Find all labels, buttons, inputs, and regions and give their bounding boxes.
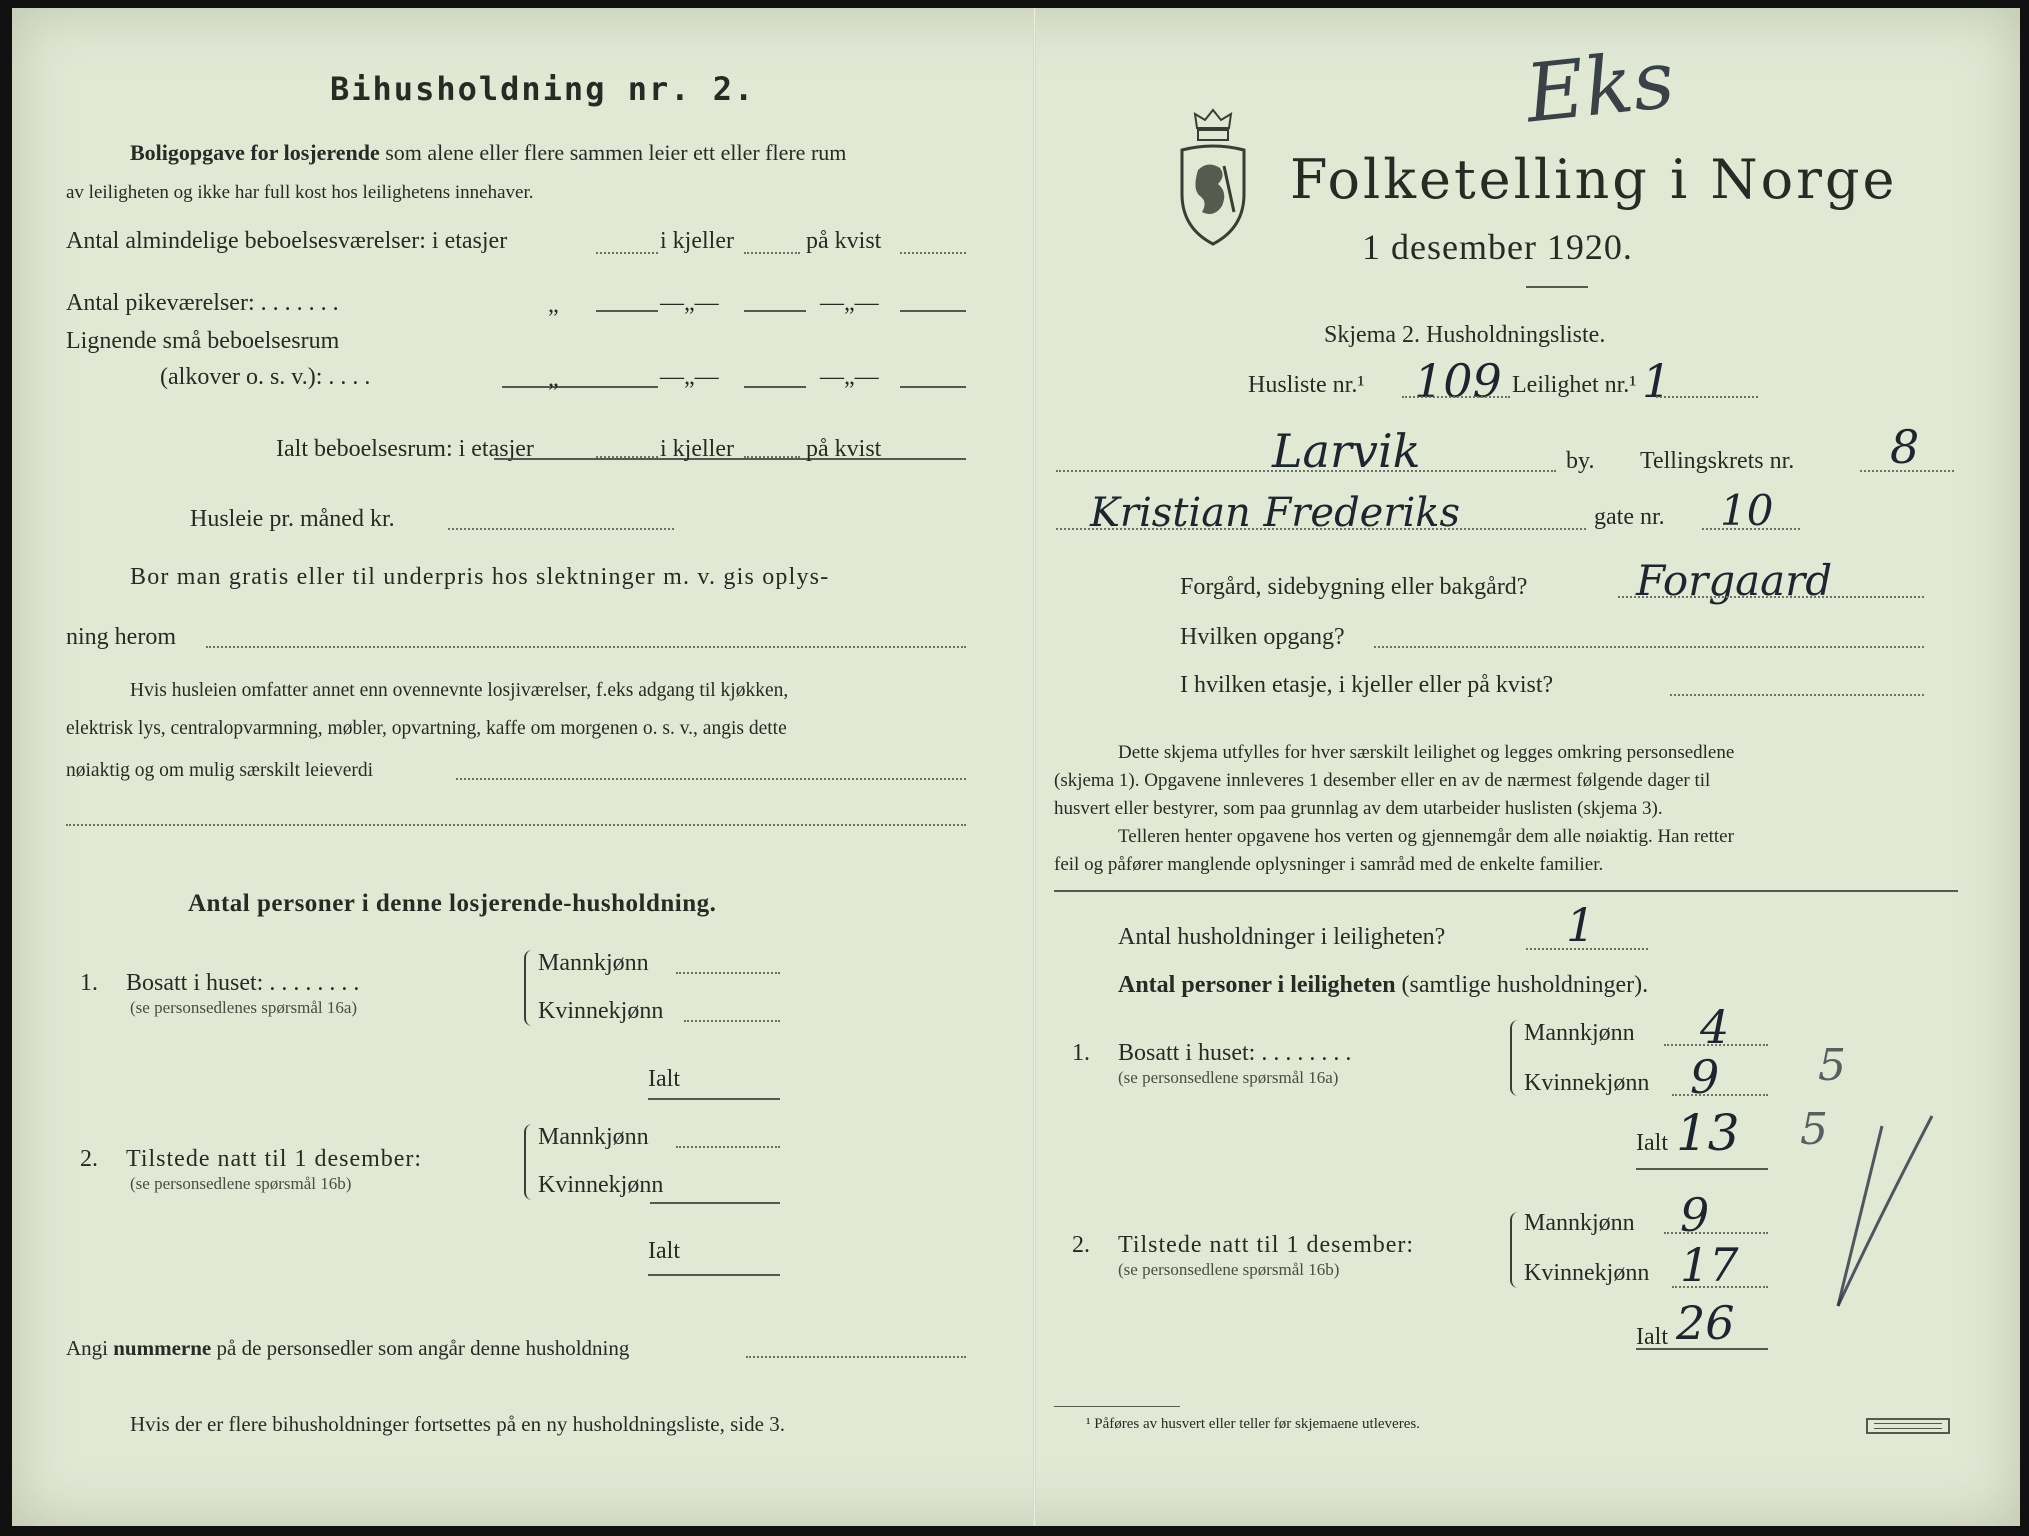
- ialt-beboelse-label: Ialt beboelsesrum: i etasjer: [276, 436, 534, 462]
- leilighet-label: Leilighet nr.¹: [1512, 372, 1637, 398]
- left-q1-num: 1.: [80, 970, 98, 996]
- left-footer: Hvis der er flere bihusholdninger fortsettes på en ny husholdningsliste, side 3.: [130, 1412, 785, 1436]
- right-q1-brace: [1510, 1020, 1520, 1096]
- husliste-label: Husliste nr.¹: [1248, 372, 1365, 398]
- angi-line: [66, 1336, 629, 1361]
- ning-herom-label: ning herom: [66, 624, 176, 650]
- right-q2-kvinne-label: Kvinnekjønn: [1524, 1260, 1650, 1286]
- left-q1-brace: [524, 950, 534, 1026]
- right-q1-sub: (se personsedlene spørsmål 16a): [1118, 1068, 1339, 1087]
- right-q1-mann-label: Mannkjønn: [1524, 1020, 1635, 1046]
- left-q1-sub: (se personsedlenes spørsmål 16a): [130, 998, 358, 1017]
- alkover-ditto2: —„—: [660, 364, 719, 390]
- leieverdi-field[interactable]: [456, 778, 966, 780]
- right-q2-brace: [1510, 1212, 1520, 1288]
- right-q2-ialt-field: [1636, 1348, 1768, 1350]
- right-q2-mann-value[interactable]: 9: [1680, 1188, 1710, 1242]
- leilighet-field: [1656, 396, 1758, 398]
- right-q2-num: 2.: [1072, 1232, 1090, 1258]
- krets-field: [1860, 470, 1954, 472]
- antal-hush-field: [1526, 948, 1648, 950]
- gate-field: [1056, 528, 1586, 530]
- right-q2-mann-label: Mannkjønn: [1524, 1210, 1635, 1236]
- left-q1-mann-field[interactable]: [676, 972, 780, 974]
- etasje-field[interactable]: [1670, 694, 1924, 696]
- right-q1-kvinne-label: Kvinnekjønn: [1524, 1070, 1650, 1096]
- pike-etasjer-field[interactable]: [596, 310, 658, 312]
- pike-ditto3: —„—: [820, 290, 879, 316]
- right-q2-kvinne-value[interactable]: 17: [1680, 1238, 1739, 1292]
- left-q2-ialt-field[interactable]: [648, 1274, 780, 1276]
- leieverdi-field-2[interactable]: [66, 824, 966, 826]
- by-field: [1056, 470, 1556, 472]
- left-q1-label: Bosatt i huset: . . . . . . . .: [126, 970, 360, 996]
- pike-kjeller-field[interactable]: [744, 310, 806, 312]
- left-q2-mann-field[interactable]: [676, 1146, 780, 1148]
- left-intro: [130, 140, 846, 166]
- info-line1: Dette skjema utfylles for hver særskilt leilighet og legges omkring personsedlene: [1118, 742, 1735, 763]
- left-q1-ialt-label: Ialt: [648, 1066, 680, 1092]
- husliste-field: [1402, 396, 1510, 398]
- leilighet-value[interactable]: 1: [1642, 354, 1672, 408]
- left-q2-num: 2.: [80, 1146, 98, 1172]
- alkover-label: (alkover o. s. v.): . . . .: [160, 364, 371, 390]
- right-q1-ialt-label: Ialt: [1636, 1130, 1668, 1156]
- krets-label: Tellingskrets nr.: [1640, 448, 1795, 474]
- by-value[interactable]: Larvik: [1272, 424, 1421, 478]
- left-q1-kvinne-label: Kvinnekjønn: [538, 998, 664, 1024]
- ning-herom-field[interactable]: [206, 646, 966, 648]
- antal-alm-label: Antal almindelige beboelsesværelser: i etasjer: [66, 228, 508, 254]
- alm-kvist-field[interactable]: [900, 252, 966, 254]
- norwegian-coat-of-arms-icon: [1168, 104, 1258, 254]
- date-rule: [1526, 286, 1588, 288]
- right-q2-ialt-value[interactable]: 26: [1676, 1296, 1735, 1350]
- hvis-line1: Hvis husleien omfatter annet enn ovennevnte losjiværelser, f.eks adgang til kjøkken,: [130, 680, 789, 701]
- left-q2-mann-label: Mannkjønn: [538, 1124, 649, 1150]
- alm-kjeller-label: i kjeller: [660, 228, 734, 254]
- lignende-label: Lignende små beboelsesrum: [66, 328, 340, 354]
- gate-nr-value[interactable]: 10: [1720, 486, 1774, 535]
- hvis-line2: elektrisk lys, centralopvarmning, møbler, opvartning, kaffe om morgenen o. s. v., angis dette: [66, 718, 787, 739]
- gate-label: gate nr.: [1594, 504, 1665, 530]
- angi-b: nummerne: [113, 1336, 212, 1360]
- ialt-etasjer-field[interactable]: [596, 456, 658, 458]
- left-q1-mann-label: Mannkjønn: [538, 950, 649, 976]
- pike-ditto2: —„—: [660, 290, 719, 316]
- forgard-value[interactable]: Forgaard: [1636, 556, 1833, 605]
- right-q2-ialt-label: Ialt: [1636, 1324, 1668, 1350]
- left-intro-bold: Boligopgave for losjerende: [130, 140, 380, 165]
- right-q1-kvinne-mark: 5: [1818, 1040, 1846, 1091]
- right-q2-label: Tilstede natt til 1 desember:: [1118, 1232, 1415, 1258]
- left-q1-kvinne-field[interactable]: [684, 1020, 780, 1022]
- left-q2-label: Tilstede natt til 1 desember:: [126, 1146, 423, 1172]
- left-intro-line2: av leiligheten og ikke har full kost hos leilighetens innehaver.: [66, 182, 534, 203]
- check-mark-icon: [1820, 1096, 1940, 1316]
- right-q1-label: Bosatt i huset: . . . . . . . .: [1118, 1040, 1352, 1066]
- angi-a: Angi: [66, 1336, 108, 1360]
- antal-hush-label: Antal husholdninger i leiligheten?: [1118, 924, 1446, 950]
- alkover-etasjer-underline: [502, 386, 658, 388]
- left-q2-sub: (se personsedlene spørsmål 16b): [130, 1174, 352, 1193]
- right-q1-kvinne-field: [1672, 1094, 1768, 1096]
- left-q2-kvinne-label: Kvinnekjønn: [538, 1172, 664, 1198]
- husliste-value[interactable]: 109: [1414, 354, 1502, 408]
- alm-etasjer-field[interactable]: [596, 252, 658, 254]
- forgard-field: [1618, 596, 1924, 598]
- ialt-kjeller-field[interactable]: [744, 456, 800, 458]
- right-q1-num: 1.: [1072, 1040, 1090, 1066]
- footnote: ¹ Påføres av husvert eller teller før skjemaene utleveres.: [1086, 1416, 1420, 1432]
- left-q1-ialt-field[interactable]: [648, 1098, 780, 1100]
- by-label: by.: [1566, 448, 1595, 474]
- alkover-ditto: „: [548, 366, 559, 392]
- footnote-rule: [1054, 1406, 1180, 1407]
- angi-field[interactable]: [746, 1356, 966, 1358]
- info-line2: (skjema 1). Opgavene innleveres 1 desember eller en av de nærmest følgende dager til: [1054, 770, 1711, 791]
- antal-pers-bold: Antal personer i leiligheten: [1118, 972, 1396, 998]
- right-q1-ialt-mark: 5: [1800, 1104, 1828, 1155]
- info-line4: Telleren henter opgavene hos verten og gjennemgår dem alle nøiaktig. Han retter: [1118, 826, 1734, 847]
- gate-nr-field: [1702, 528, 1800, 530]
- etasje-label: I hvilken etasje, i kjeller eller på kvist?: [1180, 672, 1554, 698]
- gate-value[interactable]: Kristian Frederiks: [1090, 490, 1461, 536]
- alkover-kjeller-field[interactable]: [744, 386, 806, 388]
- right-q2-kvinne-field: [1672, 1286, 1768, 1288]
- skjema-label: Skjema 2. Husholdningsliste.: [1324, 322, 1606, 348]
- pike-ditto: „: [548, 292, 559, 318]
- left-q2-kvinne-field[interactable]: [650, 1202, 780, 1204]
- opgang-label: Hvilken opgang?: [1180, 624, 1345, 650]
- left-q2-ialt-label: Ialt: [648, 1238, 680, 1264]
- left-intro-rest: som alene eller flere sammen leier ett eller flere rum: [385, 140, 847, 165]
- husleie-field[interactable]: [448, 528, 674, 530]
- ialt-kvist-label: på kvist: [806, 436, 882, 462]
- antal-hush-value[interactable]: 1: [1566, 898, 1596, 952]
- pike-label: Antal pikeværelser: . . . . . . .: [66, 290, 339, 316]
- alkover-ditto3: —„—: [820, 364, 879, 390]
- printer-stamp-icon: [1866, 1418, 1950, 1434]
- info-line3: husvert eller bestyrer, som paa grunnlag av dem utarbeider huslisten (skjema 3).: [1054, 798, 1663, 819]
- opgang-field[interactable]: [1374, 646, 1924, 648]
- forgard-label: Forgård, sidebygning eller bakgård?: [1180, 574, 1528, 600]
- alm-kvist-label: på kvist: [806, 228, 882, 254]
- bor-man-text: Bor man gratis eller til underpris hos slektninger m. v. gis oplys-: [130, 564, 830, 590]
- right-q2-mann-field: [1664, 1232, 1768, 1234]
- right-q1-ialt-field: [1636, 1168, 1768, 1170]
- left-title: Bihusholdning nr. 2.: [330, 70, 756, 108]
- right-title: Folketelling i Norge: [1290, 148, 1898, 211]
- right-q1-mann-value[interactable]: 4: [1700, 1000, 1730, 1054]
- right-q1-ialt-value[interactable]: 13: [1676, 1104, 1740, 1162]
- alkover-kvist-field[interactable]: [900, 386, 966, 388]
- alm-kjeller-field[interactable]: [744, 252, 800, 254]
- page-fold: [1033, 8, 1036, 1526]
- ialt-kjeller-label: i kjeller: [660, 436, 734, 462]
- antal-pers-rest: (samtlige husholdninger).: [1401, 972, 1649, 998]
- hvis-line3: nøiaktig og om mulig særskilt leieverdi: [66, 760, 374, 781]
- top-handwritten-mark: Eks: [1521, 32, 1679, 141]
- angi-c: på de personsedler som angår denne husholdning: [216, 1336, 630, 1360]
- right-date: 1 desember 1920.: [1362, 227, 1633, 267]
- right-q1-mann-field: [1664, 1044, 1768, 1046]
- antal-pers-heading: [1118, 972, 1648, 999]
- left-q2-brace: [524, 1124, 534, 1200]
- info-line5: feil og påfører manglende oplysninger i samråd med de enkelte familier.: [1054, 854, 1604, 875]
- info-rule: [1054, 890, 1958, 892]
- pike-kvist-field[interactable]: [900, 310, 966, 312]
- right-q2-sub: (se personsedlene spørsmål 16b): [1118, 1260, 1340, 1279]
- antal-personer-heading: Antal personer i denne losjerende-husholdning.: [188, 890, 717, 917]
- husleie-label: Husleie pr. måned kr.: [190, 506, 395, 532]
- right-q1-kvinne-value[interactable]: 9: [1690, 1050, 1720, 1104]
- krets-value[interactable]: 8: [1890, 420, 1920, 474]
